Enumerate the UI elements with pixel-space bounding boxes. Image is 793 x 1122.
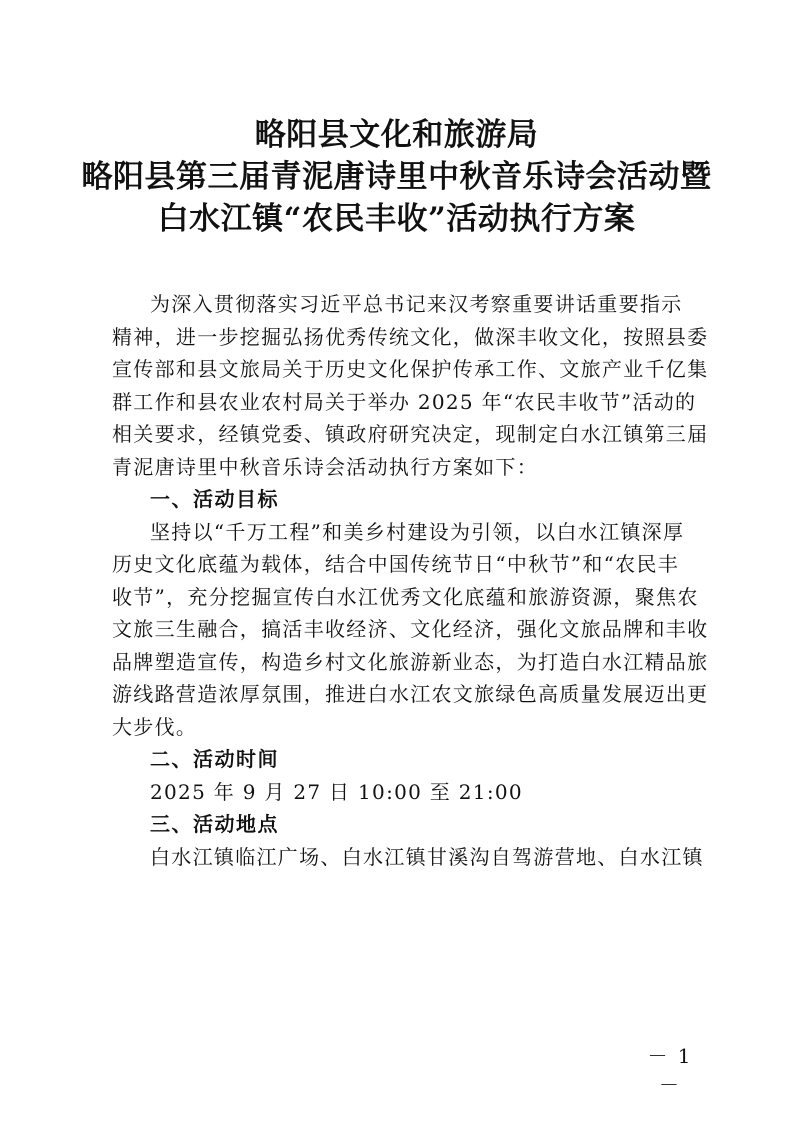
- section-2-line-1: 2025 年 9 月 27 日 10:00 至 21:00: [150, 779, 523, 804]
- document-title: [0, 114, 793, 240]
- title-line-2: 略阳县第三届青泥唐诗里中秋音乐诗会活动暨: [81, 159, 712, 195]
- section-1-heading: 一、活动目标: [150, 487, 279, 511]
- document-body: [112, 288, 709, 873]
- section-1-line-6: 游线路营造浓厚氛围，推进白水江农文旅绿色高质量发展迈出更: [112, 682, 709, 706]
- intro-line-4: 群工作和县农业农村局关于举办 2025 年“农民丰收节”活动的: [112, 389, 697, 414]
- section-3-heading: 三、活动地点: [150, 812, 279, 836]
- section-1-line-3: 收节”，充分挖掘宣传白水江优秀文化底蕴和旅游资源，聚焦农: [112, 584, 699, 609]
- intro-line-2: 精神，进一步挖掘弘扬优秀传统文化，做深丰收文化，按照县委: [112, 324, 709, 349]
- section-3-line-1: 白水江镇临江广场、白水江镇甘溪沟自驾游营地、白水江镇: [150, 844, 704, 869]
- intro-line-6: 青泥唐诗里中秋音乐诗会活动执行方案如下：: [112, 454, 538, 479]
- section-1-line-7: 大步伐。: [112, 714, 198, 739]
- title-line-3: 白水江镇“农民丰收”活动执行方案: [157, 201, 636, 237]
- section-1-line-5: 品牌塑造宣传，构造乡村文化旅游新业态，为打造白水江精品旅: [112, 649, 709, 674]
- intro-line-3: 宣传部和县文旅局关于历史文化保护传承工作、文旅产业千亿集: [112, 357, 709, 381]
- section-1-line-4: 文旅三生融合，搞活丰收经济、文化经济，强化文旅品牌和丰收: [112, 617, 709, 641]
- title-line-1: 略阳县文化和旅游局: [254, 117, 539, 153]
- section-1-line-1: 坚持以“千万工程”和美乡村建设为引领，以白水江镇深厚: [150, 519, 685, 544]
- intro-line-1: 为深入贯彻落实习近平总书记来汉考察重要讲话重要指示: [150, 292, 683, 316]
- page-number: － 1 －: [647, 1044, 693, 1097]
- intro-line-5: 相关要求，经镇党委、镇政府研究决定，现制定白水江镇第三届: [112, 422, 709, 446]
- section-2-heading: 二、活动时间: [150, 747, 279, 771]
- section-1-line-2: 历史文化底蕴为载体，结合中国传统节日“中秋节”和“农民丰: [112, 552, 680, 576]
